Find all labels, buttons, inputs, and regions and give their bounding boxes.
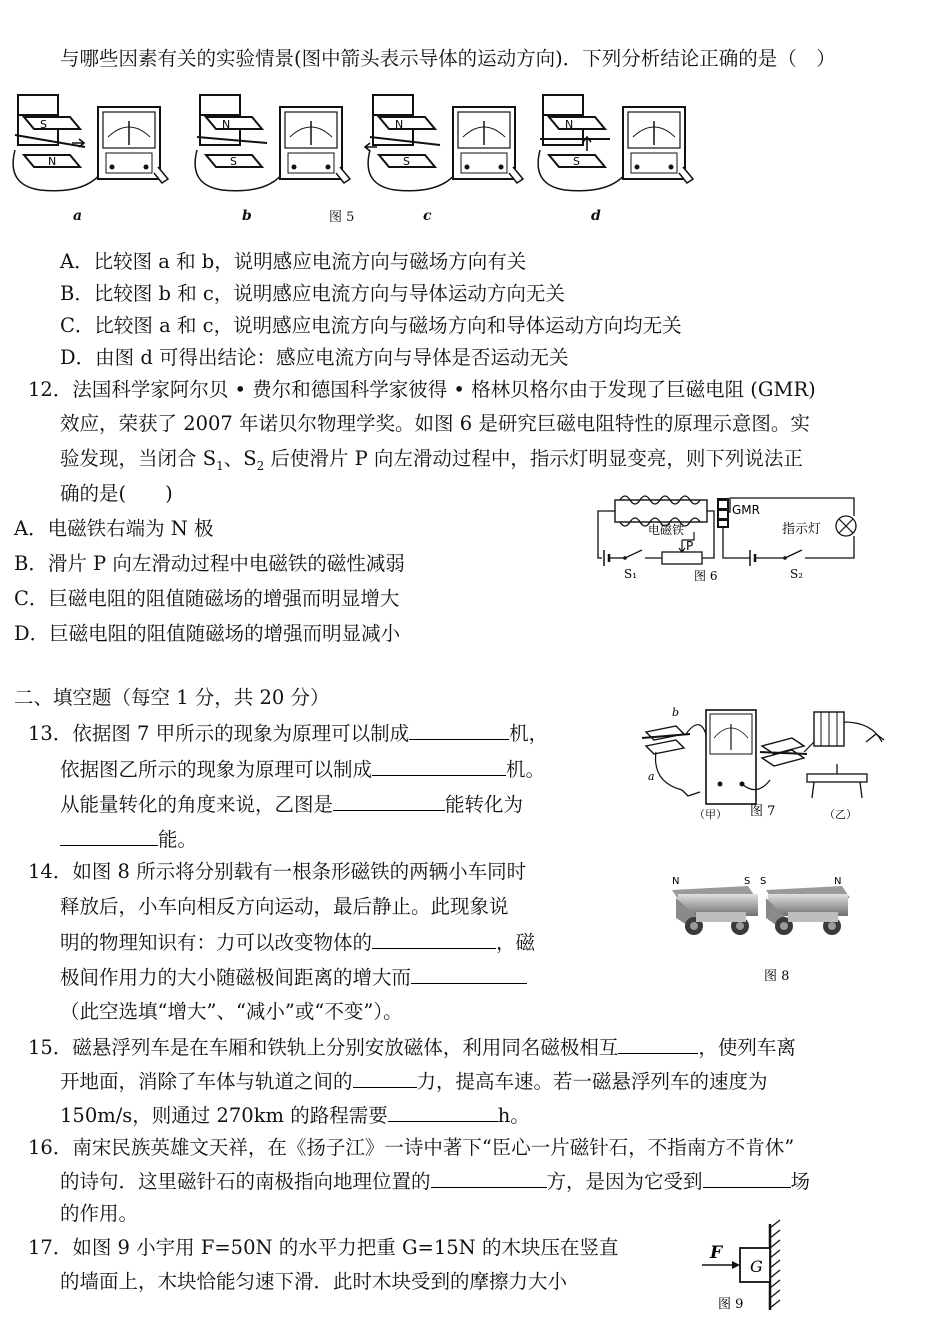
figure-5 — [10, 95, 730, 205]
section-2-title: 二、填空题（每空 1 分，共 20 分） — [14, 686, 330, 709]
q12-line1: 12．法国科学家阿尔贝 • 费尔和德国科学家彼得 • 格林贝格尔由于发现了巨磁电阻 (GMR) — [28, 378, 816, 401]
fig7-yi-label: （乙） — [824, 808, 857, 821]
q13-line1: 13．依据图 7 甲所示的现象为原理可以制成 机， — [28, 722, 549, 745]
fig6-caption: 图 6 — [694, 569, 718, 583]
q11-stem: 与哪些因素有关的实验情景(图中箭头表示导体的运动方向)．下列分析结论正确的是（ ） — [60, 47, 836, 70]
cart-right-s: S — [760, 876, 767, 887]
q13-line4: 能。 — [60, 827, 197, 852]
weight-g-label: G — [750, 1257, 763, 1276]
force-f-label: F — [710, 1243, 723, 1263]
experiment-a-drawing — [13, 95, 168, 191]
c-top-pole: N — [395, 118, 404, 131]
cart-right — [766, 886, 850, 935]
cart-left — [672, 886, 758, 935]
q16-blank-1[interactable] — [431, 1169, 547, 1188]
figure-6 — [590, 492, 870, 587]
q12-option-d: D．巨磁电阻的阻值随磁场的增强而明显减小 — [14, 622, 401, 645]
q13-line3: 从能量转化的角度来说，乙图是 能转化为 — [60, 793, 524, 816]
fig5-label-c: c — [423, 208, 432, 224]
q13-blank-3[interactable] — [333, 792, 445, 811]
q15-line3: 150m/s，则通过 270km 的路程需要 h。 — [60, 1104, 530, 1127]
d-top-pole: N — [565, 118, 574, 131]
b-bottom-pole: S — [230, 155, 237, 168]
q15-blank-1[interactable] — [618, 1035, 698, 1054]
q13-blank-2[interactable] — [372, 757, 506, 776]
q14-line4: 极间作用力的大小随磁极间距离的增大而 — [60, 965, 527, 990]
figure-8 — [668, 868, 868, 988]
fig7-a-label: a — [648, 770, 655, 783]
q14-line5: （此空选填“增大”、“减小”或“不变”）。 — [60, 1000, 403, 1023]
a-top-pole: S — [40, 118, 47, 131]
q16-blank-2[interactable] — [703, 1169, 791, 1188]
q11-option-b: B．比较图 b 和 c，说明感应电流方向与导体运动方向无关 — [60, 282, 565, 305]
fig9-caption: 图 9 — [718, 1297, 744, 1312]
q14-blank-1[interactable] — [372, 930, 496, 949]
q14-blank-2[interactable] — [411, 965, 527, 984]
s1-label: S₁ — [624, 567, 638, 581]
fig8-caption: 图 8 — [764, 969, 790, 984]
gmr-label: GMR — [732, 503, 760, 517]
s2-label: S₂ — [790, 567, 804, 581]
slider-p-label: P — [686, 539, 694, 553]
q12-line3: 验发现，当闭合 $S_1$、$S_2$ 后使滑片 P 向左滑动过程中，指示灯明显变亮，则下列说法正 — [60, 447, 803, 473]
q14-line1: 14．如图 8 所示将分别载有一根条形磁铁的两辆小车同时 — [28, 860, 527, 883]
fig5-caption: 图 5 — [329, 210, 355, 225]
experiment-b-drawing — [195, 95, 350, 191]
q15-line2: 开地面，消除了车体与轨道之间的 力，提高车速。若一磁悬浮列车的速度为 — [60, 1070, 768, 1093]
q12-line4: 确的是( ) — [60, 482, 173, 505]
a-bottom-pole: N — [48, 155, 57, 168]
cart-left-s: S — [744, 876, 751, 887]
q12-option-a: A．电磁铁右端为 N 极 — [14, 517, 214, 540]
indicator-lamp-label: 指示灯 — [782, 522, 822, 537]
figure-7 — [642, 702, 892, 822]
experiment-d-drawing — [538, 95, 693, 191]
cart-left-n: N — [672, 876, 680, 887]
b-top-pole: N — [222, 118, 231, 131]
q17-line1: 17．如图 9 小宇用 F=50N 的水平力把重 G=15N 的木块压在竖直 — [28, 1236, 619, 1259]
q13-line2: 依据图乙所示的现象为原理可以制成 机。 — [60, 758, 546, 781]
q11-option-d: D．由图 d 可得出结论：感应电流方向与导体是否运动无关 — [60, 346, 569, 369]
electromagnet-label: 电磁铁 — [648, 523, 685, 537]
q16-line2: 的诗句．这里磁针石的南极指向地理位置的 方，是因为它受到 场 — [60, 1170, 811, 1193]
fig5-label-d: d — [591, 208, 601, 224]
q11-option-c: C．比较图 a 和 c，说明感应电流方向与磁场方向和导体运动方向均无关 — [60, 314, 682, 337]
q16-line3: 的作用。 — [60, 1202, 139, 1225]
fig7-b-label: b — [672, 706, 680, 719]
q17-line2: 的墙面上，木块恰能匀速下滑．此时木块受到的摩擦力大小 — [60, 1270, 568, 1293]
q12-option-c: C．巨磁电阻的阻值随磁场的增强而明显增大 — [14, 587, 400, 610]
figure-9 — [700, 1220, 790, 1330]
q15-blank-2[interactable] — [353, 1069, 417, 1088]
q11-option-a: A．比较图 a 和 b，说明感应电流方向与磁场方向有关 — [60, 250, 527, 273]
q13-blank-1[interactable] — [409, 721, 509, 740]
q12-line2: 效应，荣获了 2007 年诺贝尔物理学奖。如图 6 是研究巨磁电阻特性的原理示意图。实 — [60, 412, 810, 435]
c-bottom-pole: S — [403, 155, 410, 168]
q15-blank-3[interactable] — [388, 1103, 498, 1122]
q12-option-b: B．滑片 P 向左滑动过程中电磁铁的磁性减弱 — [14, 552, 405, 575]
d-bottom-pole: S — [573, 155, 580, 168]
fig5-label-b: b — [242, 208, 252, 224]
q14-line2: 释放后，小车向相反方向运动，最后静止。此现象说 — [60, 895, 509, 918]
q14-line3: 明的物理知识有：力可以改变物体的 ，磁 — [60, 931, 536, 954]
q16-line1: 16．南宋民族英雄文天祥，在《扬子江》一诗中著下“臣心一片磁针石，不指南方不肯休” — [28, 1136, 795, 1159]
q13-blank-4[interactable] — [60, 827, 158, 846]
fig7-jia-label: （甲） — [694, 808, 727, 821]
q15-line1: 15．磁悬浮列车是在车厢和铁轨上分别安放磁体，利用同名磁极相互 ，使列车离 — [28, 1036, 796, 1059]
cart-right-n: N — [834, 876, 842, 887]
fig5-label-a: a — [73, 208, 83, 224]
fig7-caption: 图 7 — [750, 804, 776, 819]
experiment-c-drawing — [365, 95, 523, 191]
